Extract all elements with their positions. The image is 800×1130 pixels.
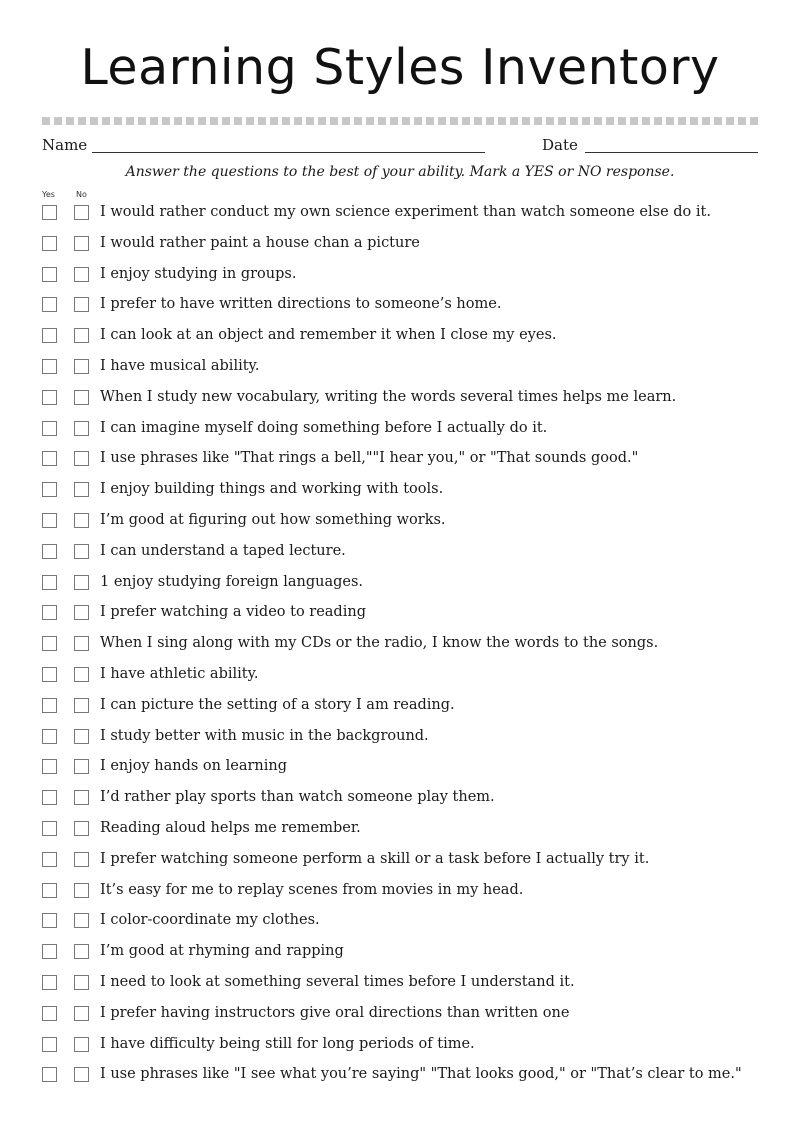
no-checkbox[interactable] — [74, 236, 89, 251]
no-checkbox[interactable] — [74, 975, 89, 990]
no-checkbox[interactable] — [74, 821, 89, 836]
question-row — [42, 882, 782, 913]
yes-checkbox[interactable] — [42, 729, 57, 744]
yes-checkbox[interactable] — [42, 605, 57, 620]
no-checkbox[interactable] — [74, 852, 89, 867]
yes-checkbox[interactable] — [42, 667, 57, 682]
question-row — [42, 820, 782, 851]
yes-checkbox[interactable] — [42, 913, 57, 928]
yes-checkbox[interactable] — [42, 421, 57, 436]
question-row — [42, 296, 782, 327]
no-column-header: No — [76, 190, 87, 199]
yes-checkbox[interactable] — [42, 821, 57, 836]
yes-checkbox[interactable] — [42, 883, 57, 898]
yes-checkbox[interactable] — [42, 297, 57, 312]
no-checkbox[interactable] — [74, 390, 89, 405]
question-row — [42, 851, 782, 882]
yes-checkbox[interactable] — [42, 544, 57, 559]
yes-checkbox[interactable] — [42, 328, 57, 343]
question-text: I color-coordinate my clothes. — [100, 912, 320, 929]
no-checkbox[interactable] — [74, 605, 89, 620]
question-text: I would rather paint a house chan a picture — [100, 234, 420, 251]
yes-checkbox[interactable] — [42, 636, 57, 651]
no-checkbox[interactable] — [74, 544, 89, 559]
page-title: Learning Styles Inventory — [80, 39, 720, 96]
no-checkbox[interactable] — [74, 267, 89, 282]
yes-checkbox[interactable] — [42, 359, 57, 374]
question-text: I can imagine myself doing something before I actually do it. — [100, 419, 548, 436]
question-row — [42, 1036, 782, 1067]
question-text: I enjoy studying in groups. — [100, 265, 297, 282]
no-checkbox[interactable] — [74, 205, 89, 220]
question-text: I prefer watching someone perform a skill or a task before I actually try it. — [100, 850, 650, 867]
yes-checkbox[interactable] — [42, 482, 57, 497]
yes-checkbox[interactable] — [42, 975, 57, 990]
question-text: Reading aloud helps me remember. — [100, 819, 361, 836]
question-row — [42, 974, 782, 1005]
name-label: Name — [42, 136, 88, 154]
question-text: I have musical ability. — [100, 357, 260, 374]
question-text: 1 enjoy studying foreign languages. — [100, 573, 364, 590]
question-text: I can picture the setting of a story I am reading. — [100, 696, 455, 713]
question-text: I have athletic ability. — [100, 665, 259, 682]
question-row — [42, 327, 782, 358]
question-row — [42, 204, 782, 235]
no-checkbox[interactable] — [74, 698, 89, 713]
question-row — [42, 728, 782, 759]
question-row — [42, 450, 782, 481]
question-row — [42, 604, 782, 635]
no-checkbox[interactable] — [74, 944, 89, 959]
question-row — [42, 543, 782, 574]
date-field[interactable] — [585, 152, 758, 153]
question-row — [42, 512, 782, 543]
no-checkbox[interactable] — [74, 790, 89, 805]
date-label: Date — [542, 136, 578, 154]
question-row — [42, 912, 782, 943]
question-text: When I sing along with my CDs or the radio, I know the words to the songs. — [100, 635, 659, 652]
yes-checkbox[interactable] — [42, 390, 57, 405]
no-checkbox[interactable] — [74, 328, 89, 343]
question-text: I prefer watching a video to reading — [100, 604, 366, 621]
yes-checkbox[interactable] — [42, 944, 57, 959]
question-row — [42, 1066, 782, 1097]
yes-checkbox[interactable] — [42, 852, 57, 867]
question-row — [42, 697, 782, 728]
question-text: I would rather conduct my own science experiment than watch someone else do it. — [100, 204, 711, 220]
no-checkbox[interactable] — [74, 297, 89, 312]
no-checkbox[interactable] — [74, 359, 89, 374]
question-text: I’m good at rhyming and rapping — [100, 943, 344, 960]
question-row — [42, 789, 782, 820]
question-text: I’d rather play sports than watch someone play them. — [100, 789, 495, 806]
question-text: It’s easy for me to replay scenes from movies in my head. — [100, 881, 524, 898]
yes-column-header: Yes — [42, 190, 55, 199]
question-text: I study better with music in the background. — [100, 727, 429, 744]
question-text: When I study new vocabulary, writing the words several times helps me learn. — [100, 388, 677, 405]
yes-checkbox[interactable] — [42, 698, 57, 713]
question-text: I prefer to have written directions to someone’s home. — [100, 296, 502, 313]
question-row — [42, 420, 782, 451]
question-text: I use phrases like "That rings a bell,""I hear you," or "That sounds good." — [100, 450, 639, 467]
yes-checkbox[interactable] — [42, 1037, 57, 1052]
yes-checkbox[interactable] — [42, 513, 57, 528]
no-checkbox[interactable] — [74, 1006, 89, 1021]
question-text: I enjoy hands on learning — [100, 758, 288, 775]
no-checkbox[interactable] — [74, 513, 89, 528]
no-checkbox[interactable] — [74, 883, 89, 898]
question-text: I prefer having instructors give oral directions than written one — [100, 1004, 570, 1021]
question-list — [42, 204, 782, 1097]
question-row — [42, 758, 782, 789]
question-text: I use phrases like "I see what you’re saying" "That looks good," or "That’s clear to me." — [100, 1066, 742, 1083]
no-checkbox[interactable] — [74, 1067, 89, 1082]
no-checkbox[interactable] — [74, 729, 89, 744]
question-row — [42, 1005, 782, 1036]
question-row — [42, 666, 782, 697]
name-field[interactable] — [92, 152, 485, 153]
question-text: I enjoy building things and working with tools. — [100, 481, 444, 498]
yes-checkbox[interactable] — [42, 205, 57, 220]
question-text: I can look at an object and remember it when I close my eyes. — [100, 327, 557, 344]
yes-checkbox[interactable] — [42, 236, 57, 251]
instructions: Answer the questions to the best of your ability. Mark a YES or NO response. — [125, 164, 675, 180]
question-row — [42, 635, 782, 666]
no-checkbox[interactable] — [74, 1037, 89, 1052]
yes-checkbox[interactable] — [42, 451, 57, 466]
yes-checkbox[interactable] — [42, 1067, 57, 1082]
question-text: I have difficulty being still for long periods of time. — [100, 1035, 475, 1052]
question-row — [42, 389, 782, 420]
question-text: I can understand a taped lecture. — [100, 542, 346, 559]
yes-checkbox[interactable] — [42, 575, 57, 590]
decorative-divider — [42, 117, 758, 125]
question-text: I need to look at something several times before I understand it. — [100, 973, 575, 990]
no-checkbox[interactable] — [74, 636, 89, 651]
no-checkbox[interactable] — [74, 575, 89, 590]
no-checkbox[interactable] — [74, 421, 89, 436]
question-row — [42, 266, 782, 297]
question-text: I’m good at figuring out how something works. — [100, 511, 446, 528]
no-checkbox[interactable] — [74, 913, 89, 928]
no-checkbox[interactable] — [74, 482, 89, 497]
question-row — [42, 574, 782, 605]
yes-checkbox[interactable] — [42, 759, 57, 774]
yes-checkbox[interactable] — [42, 1006, 57, 1021]
question-row — [42, 943, 782, 974]
question-row — [42, 358, 782, 389]
no-checkbox[interactable] — [74, 451, 89, 466]
no-checkbox[interactable] — [74, 667, 89, 682]
yes-checkbox[interactable] — [42, 267, 57, 282]
yes-checkbox[interactable] — [42, 790, 57, 805]
question-row — [42, 481, 782, 512]
no-checkbox[interactable] — [74, 759, 89, 774]
name-date-row — [42, 134, 758, 156]
question-row — [42, 235, 782, 266]
